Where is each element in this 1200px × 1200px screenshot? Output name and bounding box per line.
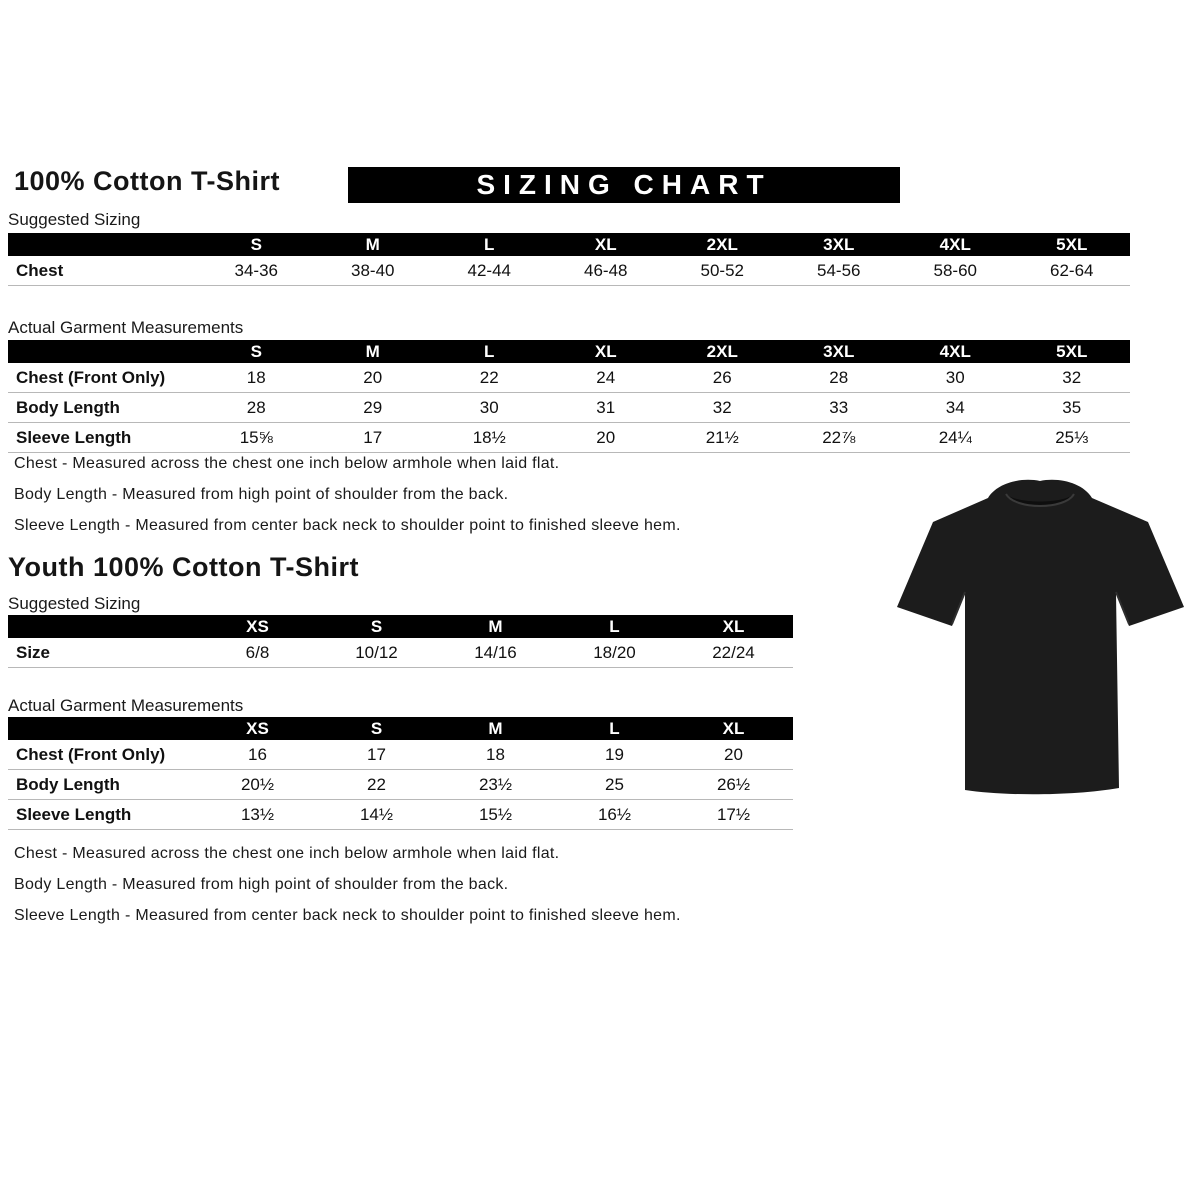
measurement-cell: 20 [315,363,432,393]
header-spacer [8,233,198,256]
youth-page-title: Youth 100% Cotton T-Shirt [8,552,359,582]
measurement-cell: 16½ [555,800,674,830]
size-column-header: L [431,233,548,256]
row-label: Sleeve Length [8,423,198,453]
size-column-header: XL [674,615,793,638]
size-column-header: 5XL [1014,233,1131,256]
size-column-header: S [317,717,436,740]
measurement-cell: 34 [897,393,1014,423]
measurement-cell: 18½ [431,423,548,453]
measurement-cell: 32 [1014,363,1131,393]
measurement-cell: 38-40 [315,256,432,286]
row-label: Body Length [8,770,198,800]
measurement-cell: 21½ [664,423,781,453]
measurement-cell: 54-56 [781,256,898,286]
measurement-cell: 23½ [436,770,555,800]
size-column-header: L [555,615,674,638]
size-column-header: S [198,233,315,256]
measurement-cell: 17 [315,423,432,453]
size-column-header: 4XL [897,233,1014,256]
size-column-header: S [198,340,315,363]
measurement-cell: 10/12 [317,638,436,668]
measurement-cell: 34-36 [198,256,315,286]
size-column-header: L [555,717,674,740]
measurement-cell: 42-44 [431,256,548,286]
size-column-header: 5XL [1014,340,1131,363]
sizing-chart-banner: SIZING CHART [348,167,900,203]
measurement-cell: 16 [198,740,317,770]
measurement-cell: 24¼ [897,423,1014,453]
youth-actual-measurements-table [8,717,793,830]
actual-measurements-label-adult: Actual Garment Measurements [8,318,244,337]
row-label: Chest (Front Only) [8,740,198,770]
measurement-cell: 6/8 [198,638,317,668]
measurement-cell: 22/24 [674,638,793,668]
note-sleeve-length: Sleeve Length - Measured from center back neck to shoulder point to finished sleeve hem. [14,517,681,534]
size-column-header: S [317,615,436,638]
measurement-cell: 24 [548,363,665,393]
measurement-notes-youth [14,845,814,938]
row-label: Chest [8,256,198,286]
measurement-cell: 33 [781,393,898,423]
size-column-header: M [315,340,432,363]
header-spacer [8,717,198,740]
suggested-sizing-label-youth: Suggested Sizing [8,594,141,613]
measurement-cell: 25 [555,770,674,800]
row-label: Size [8,638,198,668]
size-column-header: XS [198,615,317,638]
actual-measurements-label-youth: Actual Garment Measurements [8,696,244,715]
row-label: Body Length [8,393,198,423]
size-column-header: XS [198,717,317,740]
youth-suggested-sizing-table [8,615,793,668]
measurement-cell: 26 [664,363,781,393]
measurement-cell: 32 [664,393,781,423]
measurement-cell: 30 [431,393,548,423]
size-column-header: M [436,615,555,638]
measurement-cell: 18 [198,363,315,393]
measurement-cell: 31 [548,393,665,423]
size-column-header: 3XL [781,340,898,363]
measurement-cell: 20 [548,423,665,453]
note-chest: Chest - Measured across the chest one inch below armhole when laid flat. [14,455,560,472]
measurement-cell: 15⅝ [198,423,315,453]
measurement-cell: 19 [555,740,674,770]
measurement-cell: 26½ [674,770,793,800]
row-label: Chest (Front Only) [8,363,198,393]
measurement-cell: 22⅞ [781,423,898,453]
note-body-length: Body Length - Measured from high point of shoulder from the back. [14,486,509,503]
size-column-header: XL [674,717,793,740]
size-column-header: 2XL [664,233,781,256]
measurement-cell: 50-52 [664,256,781,286]
size-column-header: M [436,717,555,740]
adult-suggested-sizing-table [8,233,1130,286]
size-column-header: XL [548,233,665,256]
header-spacer [8,615,198,638]
size-column-header: L [431,340,548,363]
suggested-sizing-label-adult: Suggested Sizing [8,210,141,229]
note-sleeve-length: Sleeve Length - Measured from center back neck to shoulder point to finished sleeve hem. [14,907,681,924]
measurement-cell: 14½ [317,800,436,830]
size-column-header: 3XL [781,233,898,256]
note-body-length: Body Length - Measured from high point of shoulder from the back. [14,876,509,893]
measurement-cell: 28 [198,393,315,423]
measurement-cell: 29 [315,393,432,423]
tshirt-icon [893,474,1188,819]
measurement-cell: 13½ [198,800,317,830]
measurement-cell: 22 [431,363,548,393]
measurement-cell: 18 [436,740,555,770]
measurement-cell: 17½ [674,800,793,830]
size-column-header: XL [548,340,665,363]
size-column-header: M [315,233,432,256]
page-title: 100% Cotton T-Shirt [14,166,281,196]
header-spacer [8,340,198,363]
measurement-cell: 25⅓ [1014,423,1131,453]
measurement-cell: 62-64 [1014,256,1131,286]
row-label: Sleeve Length [8,800,198,830]
size-column-header: 4XL [897,340,1014,363]
measurement-cell: 58-60 [897,256,1014,286]
measurement-cell: 14/16 [436,638,555,668]
measurement-cell: 20 [674,740,793,770]
measurement-cell: 30 [897,363,1014,393]
measurement-cell: 46-48 [548,256,665,286]
measurement-cell: 17 [317,740,436,770]
measurement-notes-adult [14,455,814,548]
measurement-cell: 22 [317,770,436,800]
measurement-cell: 18/20 [555,638,674,668]
adult-actual-measurements-table [8,340,1130,453]
measurement-cell: 15½ [436,800,555,830]
measurement-cell: 35 [1014,393,1131,423]
measurement-cell: 20½ [198,770,317,800]
note-chest: Chest - Measured across the chest one inch below armhole when laid flat. [14,845,560,862]
size-column-header: 2XL [664,340,781,363]
tshirt-product-image [893,474,1188,819]
measurement-cell: 28 [781,363,898,393]
